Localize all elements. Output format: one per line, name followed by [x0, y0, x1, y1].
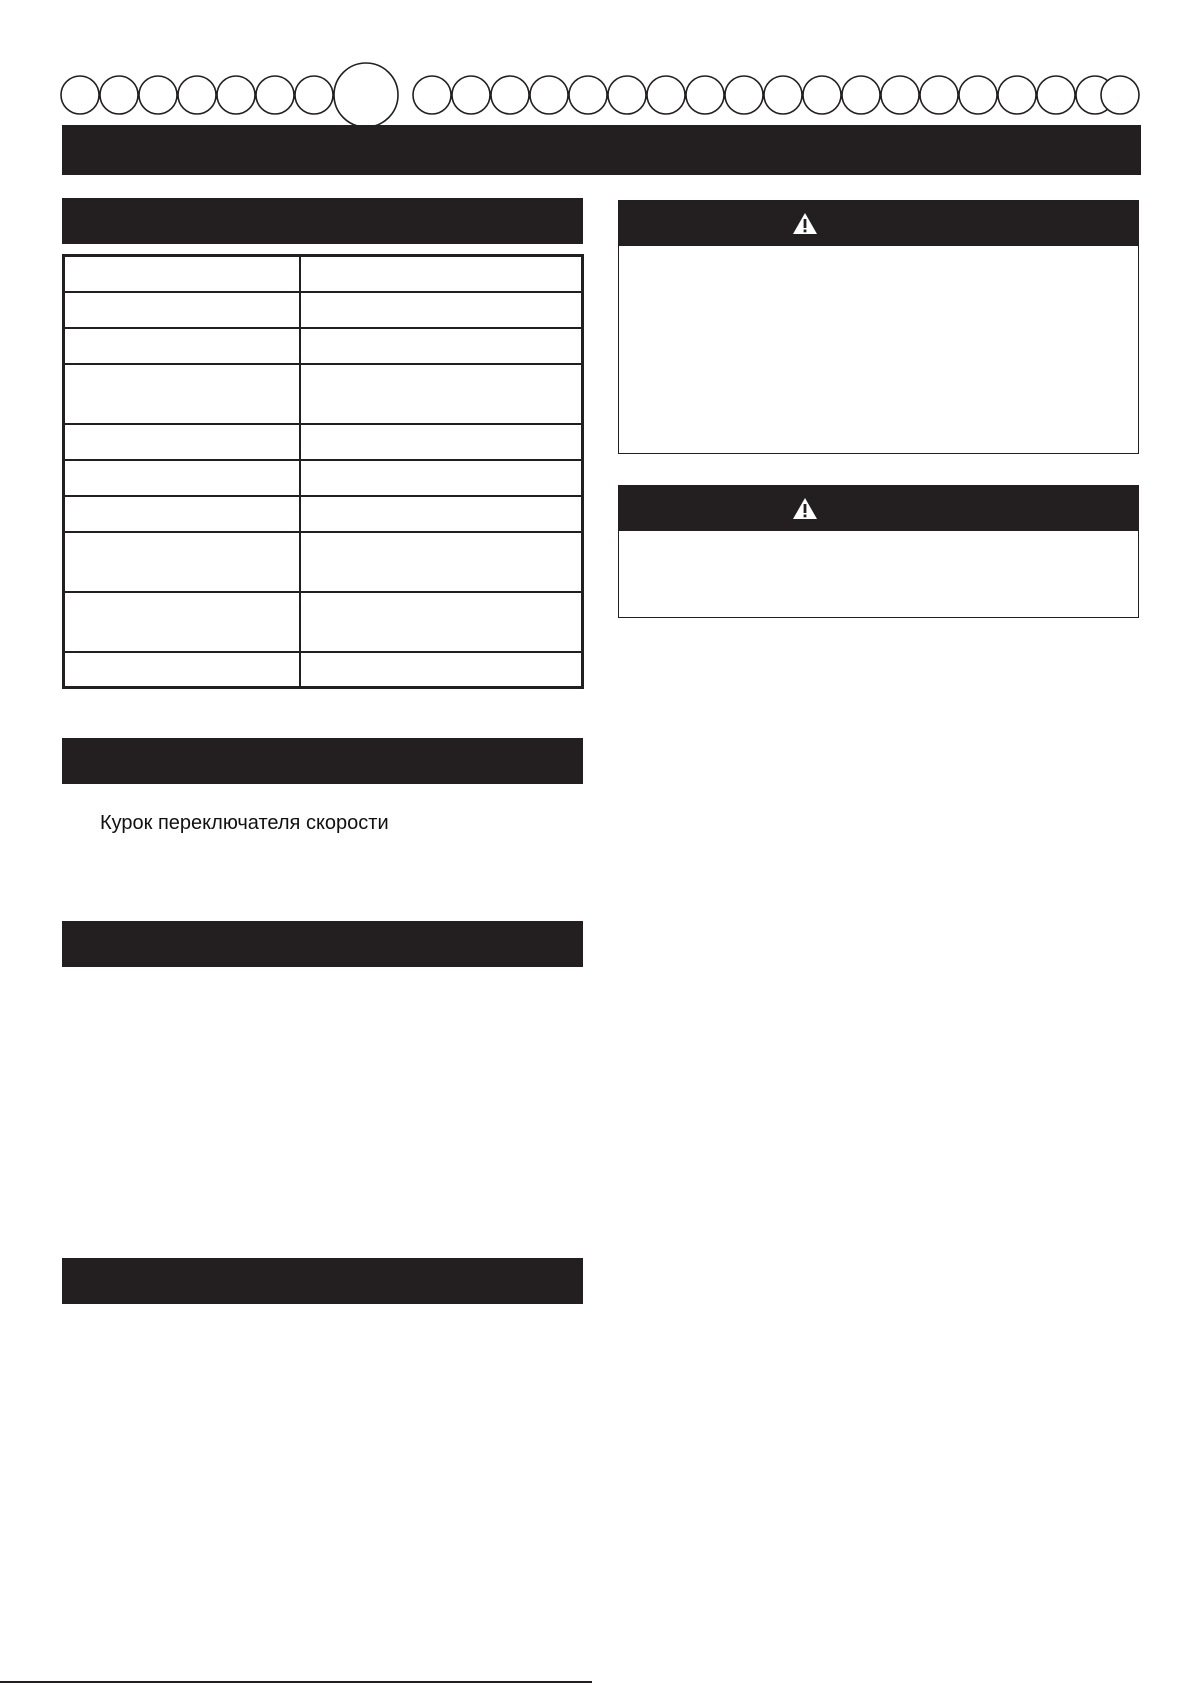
language-tab[interactable]	[608, 76, 646, 114]
warning-triangle-icon	[792, 212, 818, 235]
language-tabs	[0, 0, 1191, 130]
table-row	[64, 328, 583, 364]
language-tab[interactable]	[100, 76, 138, 114]
language-tab[interactable]	[764, 76, 802, 114]
language-tab[interactable]	[61, 76, 99, 114]
table-row	[64, 292, 583, 328]
table-cell	[300, 364, 583, 424]
warning-header	[619, 486, 1138, 531]
language-tab[interactable]	[842, 76, 880, 114]
table-cell	[64, 652, 301, 688]
table-row	[64, 532, 583, 592]
language-tab[interactable]	[217, 76, 255, 114]
table-row	[64, 256, 583, 292]
language-tab[interactable]	[1101, 76, 1139, 114]
section-header	[62, 921, 583, 967]
table-cell	[64, 496, 301, 532]
table-cell	[64, 592, 301, 652]
table-cell	[64, 328, 301, 364]
language-tab[interactable]	[491, 76, 529, 114]
language-tab[interactable]	[256, 76, 294, 114]
table-cell	[300, 328, 583, 364]
feature-speed-trigger: Курок переключателя скорости	[100, 812, 389, 834]
specifications-header	[62, 198, 583, 244]
table-cell	[300, 592, 583, 652]
table-cell	[64, 292, 301, 328]
language-tab[interactable]	[686, 76, 724, 114]
language-tab[interactable]	[530, 76, 568, 114]
table-cell	[64, 256, 301, 292]
warning-triangle-icon	[792, 497, 818, 520]
footer-rule	[0, 1681, 592, 1683]
language-tab[interactable]	[920, 76, 958, 114]
table-cell	[300, 460, 583, 496]
table-cell	[300, 496, 583, 532]
table-row	[64, 460, 583, 496]
language-tab[interactable]	[1037, 76, 1075, 114]
language-tab-active[interactable]	[334, 63, 398, 127]
section-header	[62, 1258, 583, 1304]
table-cell	[300, 256, 583, 292]
language-tab[interactable]	[452, 76, 490, 114]
page-header-bar	[62, 125, 1141, 175]
table-cell	[64, 364, 301, 424]
table-cell	[64, 460, 301, 496]
language-tab[interactable]	[647, 76, 685, 114]
language-tab[interactable]	[959, 76, 997, 114]
specifications-table	[62, 254, 584, 689]
table-cell	[64, 532, 301, 592]
language-tab[interactable]	[413, 76, 451, 114]
language-tab[interactable]	[139, 76, 177, 114]
table-cell	[64, 424, 301, 460]
warning-box	[618, 485, 1139, 618]
table-row	[64, 424, 583, 460]
language-tab[interactable]	[569, 76, 607, 114]
features-header	[62, 738, 583, 784]
table-row	[64, 592, 583, 652]
table-row	[64, 496, 583, 532]
language-tab[interactable]	[881, 76, 919, 114]
table-cell	[300, 292, 583, 328]
table-cell	[300, 532, 583, 592]
table-row	[64, 652, 583, 688]
language-tab[interactable]	[725, 76, 763, 114]
table-cell	[300, 652, 583, 688]
language-tab[interactable]	[178, 76, 216, 114]
warning-box	[618, 200, 1139, 454]
table-row	[64, 364, 583, 424]
warning-header	[619, 201, 1138, 246]
language-tab[interactable]	[803, 76, 841, 114]
language-tab[interactable]	[295, 76, 333, 114]
table-cell	[300, 424, 583, 460]
language-tab[interactable]	[998, 76, 1036, 114]
